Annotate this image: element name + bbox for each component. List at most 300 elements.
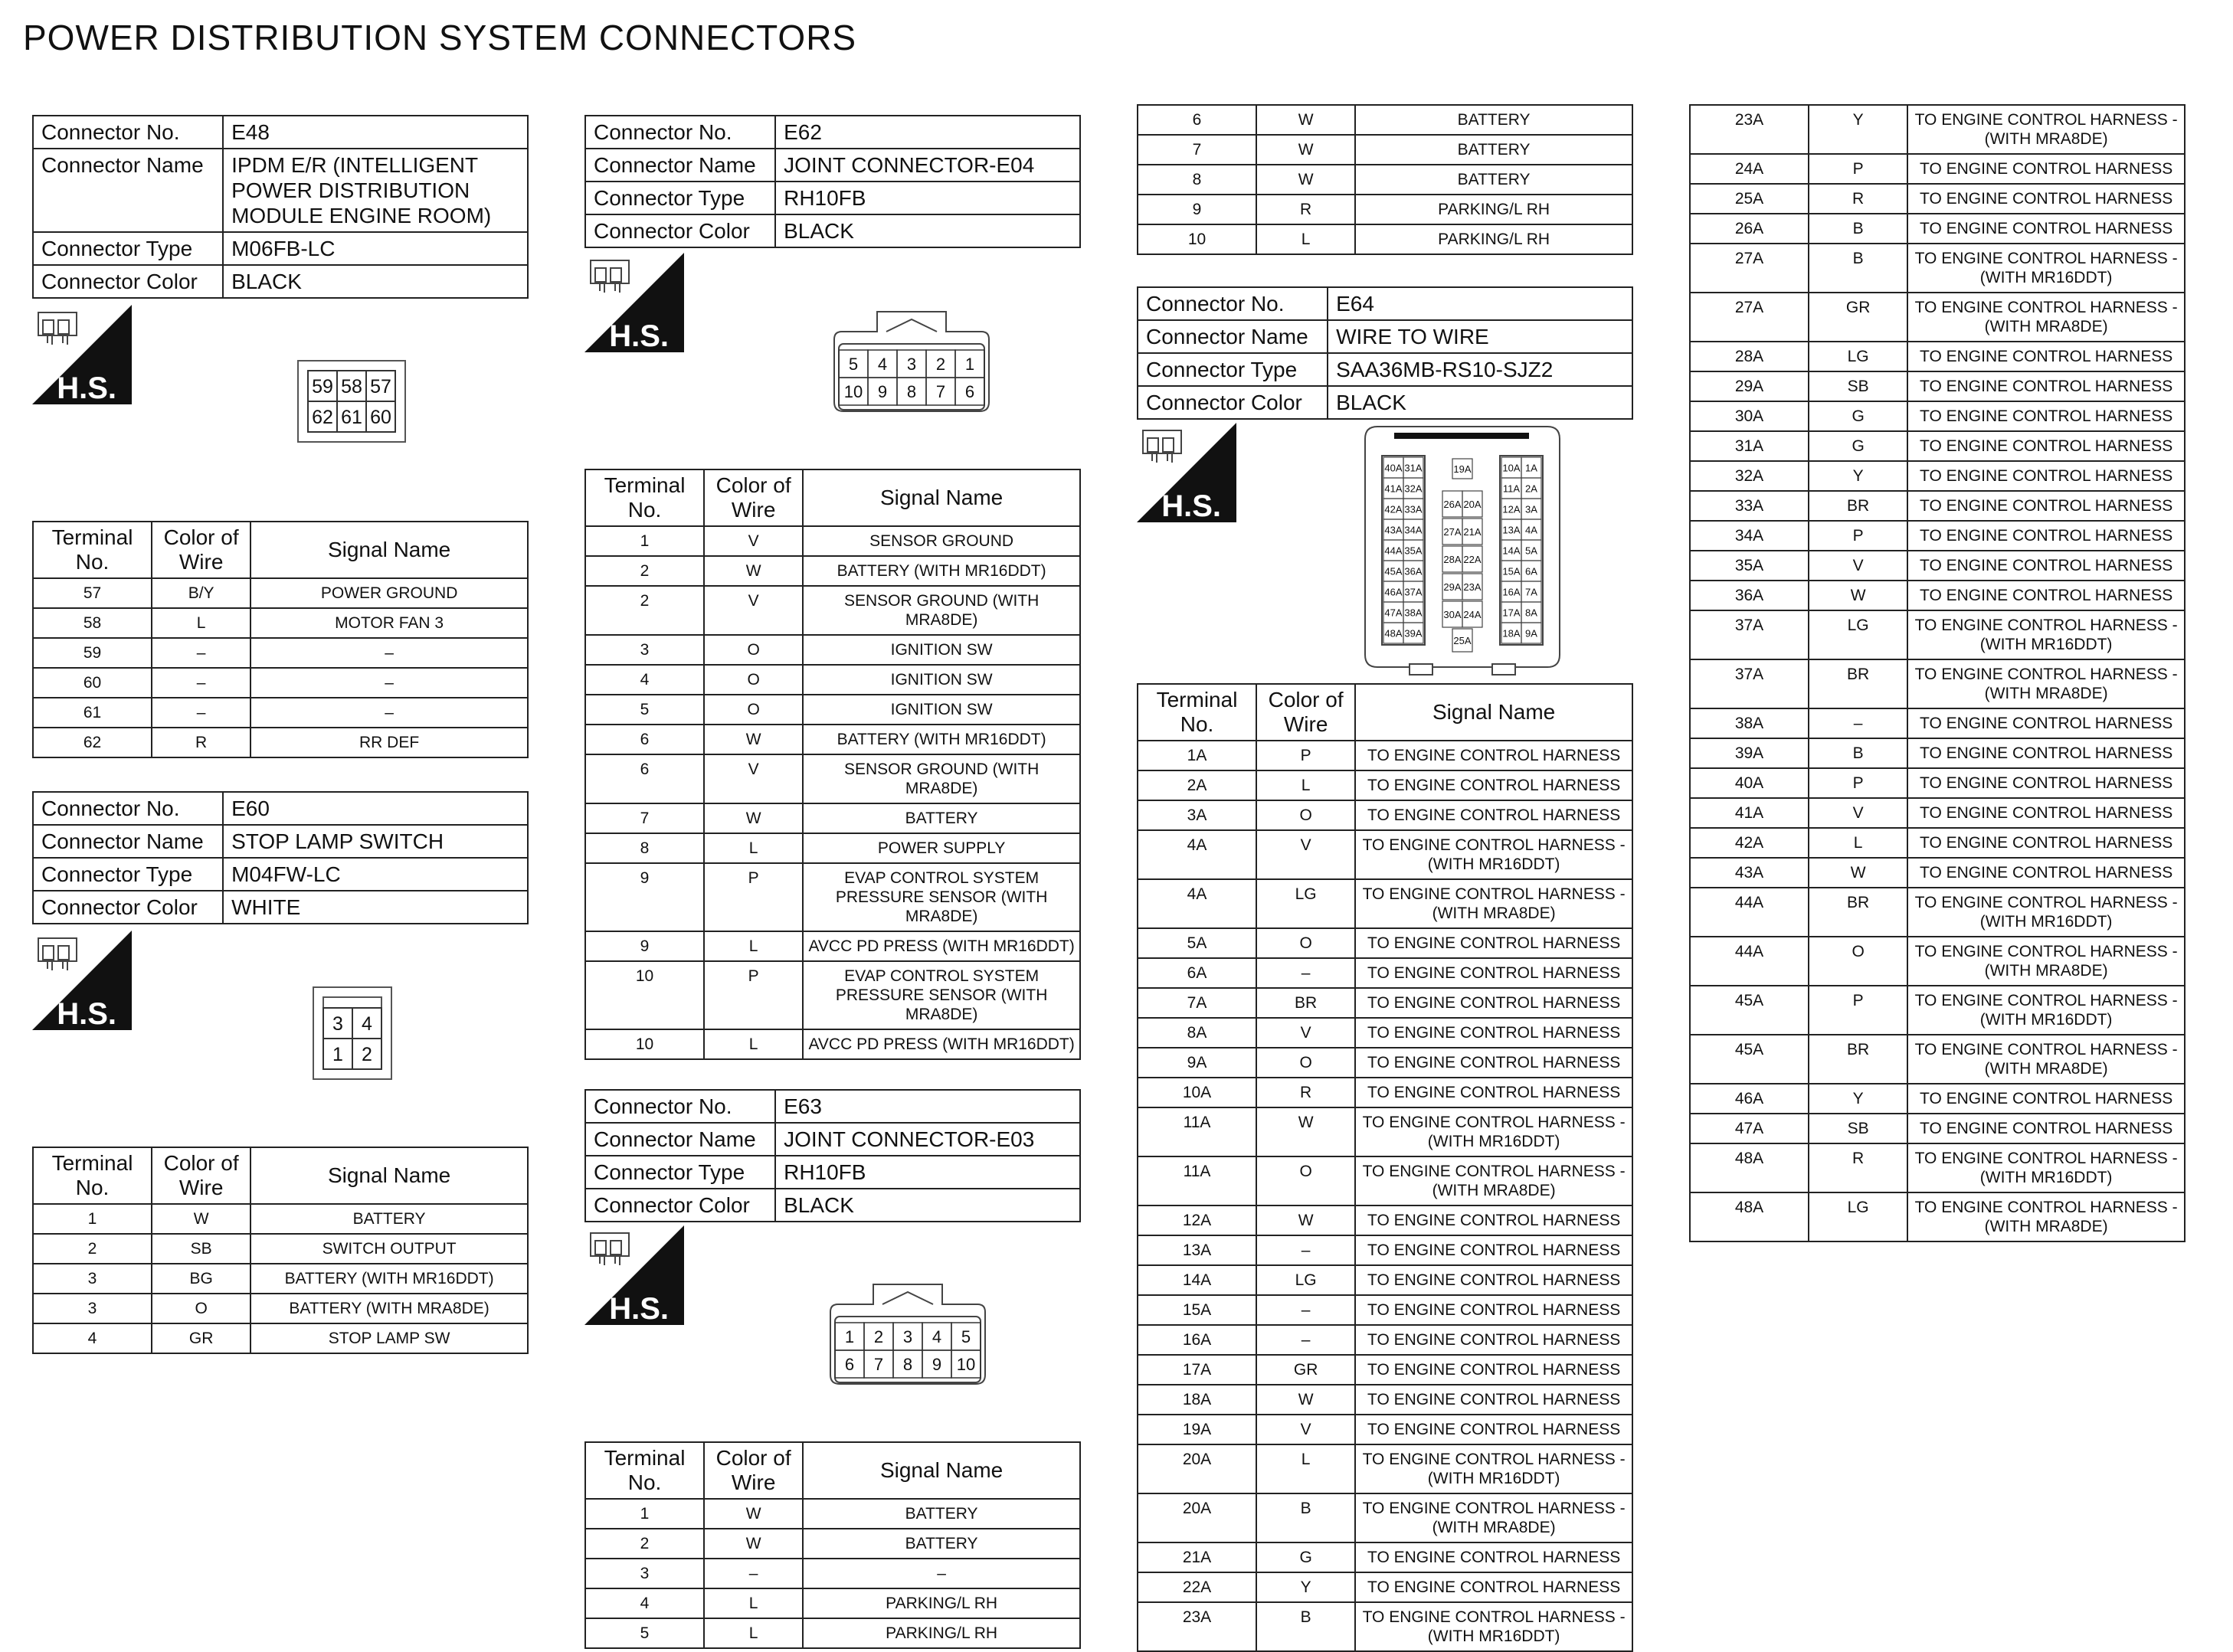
terminal-cell: 9	[1138, 195, 1256, 224]
info-label: Connector Type	[33, 232, 223, 265]
info-label: Connector Color	[585, 1189, 775, 1222]
pin-label: 8	[906, 382, 917, 401]
terminal-table-e62	[584, 469, 1081, 1060]
header-signal-name: Signal Name	[1355, 684, 1632, 741]
table-row	[1138, 1048, 1632, 1078]
pin-label: 2	[935, 355, 946, 374]
wire-color-cell: W	[1256, 1385, 1355, 1415]
signal-name-cell: TO ENGINE CONTROL HARNESS	[1355, 958, 1632, 988]
wire-color-cell: V	[704, 526, 803, 556]
pin-label: 9	[877, 382, 888, 401]
terminal-cell: 62	[33, 728, 152, 757]
signal-name-cell: TO ENGINE CONTROL HARNESS	[1355, 1078, 1632, 1107]
terminal-cell: 12A	[1138, 1205, 1256, 1235]
terminal-cell: 4	[33, 1323, 152, 1353]
pin-label: 38A	[1404, 607, 1423, 619]
pin-label: 4	[362, 1013, 372, 1035]
signal-name-cell: TO ENGINE CONTROL HARNESS - (WITH MR16DDT)	[1355, 830, 1632, 879]
connector-info-e48	[32, 115, 529, 299]
table-row	[1690, 581, 2185, 610]
terminal-cell: 5	[585, 695, 704, 725]
table-row	[1690, 551, 2185, 581]
info-value: BLACK	[223, 265, 528, 298]
harness-side-symbol	[1137, 423, 1236, 522]
wire-color-cell: R	[1809, 184, 1907, 214]
terminal-cell: 39A	[1690, 738, 1809, 768]
pin-label: 6A	[1525, 565, 1537, 577]
wire-color-cell: R	[1809, 1143, 1907, 1192]
table-row	[1690, 1192, 2185, 1241]
connector-info-e62	[584, 115, 1081, 248]
terminal-cell: 5	[585, 1618, 704, 1648]
info-label: Connector Type	[33, 858, 223, 891]
table-row	[1690, 937, 2185, 986]
connector-info-e64	[1137, 286, 1633, 420]
wire-color-cell: SB	[1809, 371, 1907, 401]
table-row	[585, 526, 1080, 556]
pin-label: 23A	[1463, 581, 1482, 593]
wire-color-cell: GR	[1256, 1355, 1355, 1385]
pin-label: 8	[902, 1355, 913, 1374]
wire-color-cell: –	[1256, 1295, 1355, 1325]
table-row	[1138, 988, 1632, 1018]
pin-label: 1	[332, 1044, 343, 1065]
info-row	[585, 1123, 1080, 1156]
table-row	[1138, 741, 1632, 770]
terminal-cell: 38A	[1690, 708, 1809, 738]
signal-name-cell: TO ENGINE CONTROL HARNESS	[1907, 342, 2185, 371]
wire-color-cell: L	[1809, 828, 1907, 858]
signal-name-cell: TO ENGINE CONTROL HARNESS - (WITH MR16DDT)	[1907, 610, 2185, 659]
info-row	[33, 792, 528, 825]
wire-color-cell: L	[704, 1029, 803, 1059]
wire-color-cell: BR	[1809, 1035, 1907, 1084]
pin-label: 32A	[1404, 483, 1423, 495]
terminal-cell: 7	[1138, 135, 1256, 165]
wire-color-cell: L	[704, 931, 803, 961]
info-label: Connector No.	[1138, 287, 1328, 320]
wire-color-cell: B	[1809, 214, 1907, 244]
info-row	[585, 182, 1080, 214]
terminal-cell: 3A	[1138, 800, 1256, 830]
hs-label: H.S.	[57, 997, 116, 1030]
table-row	[1138, 1325, 1632, 1355]
terminal-cell: 1A	[1138, 741, 1256, 770]
signal-name-cell: TO ENGINE CONTROL HARNESS - (WITH MRA8DE)	[1355, 1493, 1632, 1542]
signal-name-cell: TO ENGINE CONTROL HARNESS	[1907, 551, 2185, 581]
signal-name-cell: PARKING/L RH	[1355, 224, 1632, 254]
info-value: M04FW-LC	[223, 858, 528, 891]
signal-name-cell: TO ENGINE CONTROL HARNESS	[1907, 371, 2185, 401]
terminal-table-e63-cont	[1137, 104, 1633, 255]
info-row	[33, 116, 528, 149]
signal-name-cell: –	[250, 698, 528, 728]
terminal-table-e63	[584, 1441, 1081, 1649]
wire-color-cell: P	[1809, 154, 1907, 184]
wire-color-cell: P	[704, 863, 803, 931]
signal-name-cell: BATTERY	[803, 803, 1080, 833]
info-value: BLACK	[775, 1189, 1080, 1222]
harness-side-icon	[32, 305, 132, 404]
header-terminal: Terminal No.	[1138, 684, 1256, 741]
pin-label: 14A	[1502, 545, 1521, 557]
pin-label: 62	[312, 407, 333, 428]
signal-name-cell: EVAP CONTROL SYSTEM PRESSURE SENSOR (WITH MRA8DE)	[803, 961, 1080, 1029]
terminal-table-e64-part1	[1137, 683, 1633, 1652]
signal-name-cell: TO ENGINE CONTROL HARNESS	[1355, 1205, 1632, 1235]
signal-name-cell: TO ENGINE CONTROL HARNESS	[1355, 1355, 1632, 1385]
wire-color-cell: –	[1809, 708, 1907, 738]
terminal-cell: 37A	[1690, 610, 1809, 659]
pin-label: 3	[906, 355, 917, 374]
signal-name-cell: TO ENGINE CONTROL HARNESS - (WITH MRA8DE)	[1907, 1192, 2185, 1241]
hs-label: H.S.	[57, 371, 116, 404]
pin-label: 2	[873, 1327, 884, 1346]
terminal-cell: 33A	[1690, 491, 1809, 521]
signal-name-cell: TO ENGINE CONTROL HARNESS	[1355, 1018, 1632, 1048]
signal-name-cell: POWER SUPPLY	[803, 833, 1080, 863]
wire-color-cell: BR	[1256, 988, 1355, 1018]
harness-side-symbol	[32, 305, 132, 404]
terminal-cell: 4A	[1138, 830, 1256, 879]
signal-name-cell: TO ENGINE CONTROL HARNESS	[1907, 521, 2185, 551]
header-terminal: Terminal No.	[33, 522, 152, 578]
pin-label: 29A	[1443, 581, 1462, 593]
wire-color-cell: G	[1256, 1542, 1355, 1572]
pin-label: 40A	[1384, 462, 1403, 474]
terminal-cell: 3	[33, 1264, 152, 1294]
info-row	[33, 891, 528, 924]
signal-name-cell: IGNITION SW	[803, 695, 1080, 725]
pin-label: 17A	[1502, 607, 1521, 619]
harness-side-symbol	[584, 253, 684, 352]
table-row	[33, 668, 528, 698]
pin-label: 5A	[1525, 545, 1537, 557]
table-row	[33, 1294, 528, 1323]
info-row	[585, 1189, 1080, 1222]
info-value: WIRE TO WIRE	[1328, 320, 1632, 353]
table-row	[585, 803, 1080, 833]
pin-label: 5	[848, 355, 859, 374]
wire-color-cell: V	[1256, 830, 1355, 879]
pin-label: 11A	[1502, 483, 1521, 495]
terminal-cell: 2	[33, 1234, 152, 1264]
wire-color-cell: V	[704, 754, 803, 803]
terminal-cell: 19A	[1138, 1415, 1256, 1444]
terminal-cell: 29A	[1690, 371, 1809, 401]
signal-name-cell: TO ENGINE CONTROL HARNESS - (WITH MRA8DE)	[1907, 1035, 2185, 1084]
info-row	[585, 1090, 1080, 1123]
info-row	[33, 825, 528, 858]
wire-color-cell: –	[1256, 1325, 1355, 1355]
wire-color-cell: W	[1256, 105, 1355, 135]
wire-color-cell: L	[704, 833, 803, 863]
table-row	[1138, 195, 1632, 224]
pin-label: 22A	[1463, 554, 1482, 565]
table-row	[1690, 1114, 2185, 1143]
harness-side-icon	[32, 931, 132, 1030]
wire-color-cell: W	[704, 725, 803, 754]
table-row	[1138, 879, 1632, 928]
wire-color-cell: Y	[1809, 461, 1907, 491]
pin-label: 46A	[1384, 586, 1403, 598]
pin-label: 6	[844, 1355, 855, 1374]
table-row	[585, 1618, 1080, 1648]
signal-name-cell: TO ENGINE CONTROL HARNESS	[1907, 184, 2185, 214]
signal-name-cell: TO ENGINE CONTROL HARNESS - (WITH MR16DDT)	[1907, 244, 2185, 293]
signal-name-cell: TO ENGINE CONTROL HARNESS	[1355, 800, 1632, 830]
wire-color-cell: –	[1256, 1235, 1355, 1265]
pin-label: 3A	[1525, 503, 1537, 515]
connector-face-e48	[297, 360, 406, 447]
terminal-cell: 20A	[1138, 1493, 1256, 1542]
terminal-cell: 3	[33, 1294, 152, 1323]
wire-color-cell: L	[152, 608, 250, 638]
signal-name-cell: TO ENGINE CONTROL HARNESS	[1907, 461, 2185, 491]
table-row	[585, 1588, 1080, 1618]
terminal-cell: 27A	[1690, 293, 1809, 342]
pin-label: 36A	[1404, 565, 1423, 577]
table-row	[1690, 858, 2185, 888]
signal-name-cell: TO ENGINE CONTROL HARNESS	[1907, 401, 2185, 431]
table-row	[1690, 1143, 2185, 1192]
table-row	[1138, 1235, 1632, 1265]
info-row	[33, 265, 528, 298]
wire-color-cell: V	[1256, 1415, 1355, 1444]
hs-label: H.S.	[1161, 489, 1221, 522]
wire-color-cell: G	[1809, 401, 1907, 431]
table-header	[33, 1147, 528, 1204]
terminal-cell: 44A	[1690, 888, 1809, 937]
table-row	[1138, 105, 1632, 135]
info-row	[585, 149, 1080, 182]
wire-color-cell: O	[704, 695, 803, 725]
terminal-cell: 11A	[1138, 1156, 1256, 1205]
harness-side-icon	[584, 253, 684, 352]
table-row	[1690, 1084, 2185, 1114]
terminal-cell: 10A	[1138, 1078, 1256, 1107]
info-value: STOP LAMP SWITCH	[223, 825, 528, 858]
info-value: E62	[775, 116, 1080, 149]
signal-name-cell: TO ENGINE CONTROL HARNESS	[1355, 1265, 1632, 1295]
table-row	[1138, 1107, 1632, 1156]
signal-name-cell: PARKING/L RH	[803, 1588, 1080, 1618]
info-row	[33, 858, 528, 891]
terminal-cell: 4A	[1138, 879, 1256, 928]
signal-name-cell: TO ENGINE CONTROL HARNESS - (WITH MR16DDT)	[1355, 1444, 1632, 1493]
table-row	[1138, 1156, 1632, 1205]
terminal-cell: 5A	[1138, 928, 1256, 958]
wire-color-cell: V	[1809, 551, 1907, 581]
harness-side-symbol	[32, 931, 132, 1030]
header-terminal: Terminal No.	[585, 1442, 704, 1499]
table-row	[1690, 371, 2185, 401]
table-row	[33, 578, 528, 608]
terminal-cell: 7A	[1138, 988, 1256, 1018]
pin-label: 39A	[1404, 627, 1423, 640]
signal-name-cell: TO ENGINE CONTROL HARNESS	[1355, 770, 1632, 800]
wire-color-cell: –	[152, 698, 250, 728]
pin-label: 28A	[1443, 554, 1462, 565]
header-terminal: Terminal No.	[585, 469, 704, 526]
signal-name-cell: TO ENGINE CONTROL HARNESS	[1907, 491, 2185, 521]
table-row	[1690, 798, 2185, 828]
terminal-cell: 28A	[1690, 342, 1809, 371]
pin-label: 19A	[1453, 463, 1472, 475]
signal-name-cell: TO ENGINE CONTROL HARNESS - (WITH MRA8DE)	[1907, 659, 2185, 708]
connector-info-e60	[32, 791, 529, 924]
terminal-cell: 9	[585, 863, 704, 931]
info-label: Connector Color	[585, 214, 775, 247]
wire-color-cell: W	[1256, 165, 1355, 195]
signal-name-cell: POWER GROUND	[250, 578, 528, 608]
pin-label: 7	[935, 382, 946, 401]
table-row	[1690, 1035, 2185, 1084]
terminal-table-e64-part2	[1689, 104, 2186, 1242]
signal-name-cell: AVCC PD PRESS (WITH MR16DDT)	[803, 1029, 1080, 1059]
page-title: POWER DISTRIBUTION SYSTEM CONNECTORS	[23, 18, 857, 57]
connector-face-e63	[827, 1283, 988, 1390]
signal-name-cell: BATTERY (WITH MR16DDT)	[803, 556, 1080, 586]
table-row	[1138, 165, 1632, 195]
signal-name-cell: PARKING/L RH	[803, 1618, 1080, 1648]
table-row	[1138, 1205, 1632, 1235]
signal-name-cell: BATTERY	[803, 1499, 1080, 1529]
pin-label: 35A	[1404, 545, 1423, 557]
table-row	[33, 1204, 528, 1234]
pin-label: 6	[964, 382, 975, 401]
table-row	[585, 586, 1080, 635]
pin-label: 3	[902, 1327, 913, 1346]
info-label: Connector Name	[33, 149, 223, 232]
terminal-cell: 4	[585, 1588, 704, 1618]
pin-label: 1A	[1525, 462, 1537, 474]
harness-side-icon	[1137, 423, 1236, 522]
table-row	[1690, 293, 2185, 342]
terminal-cell: 21A	[1138, 1542, 1256, 1572]
signal-name-cell: BATTERY (WITH MR16DDT)	[250, 1264, 528, 1294]
wire-color-cell: O	[1809, 937, 1907, 986]
wire-color-cell: B/Y	[152, 578, 250, 608]
pin-label: 4	[877, 355, 888, 374]
wire-color-cell: LG	[1809, 1192, 1907, 1241]
header-signal-name: Signal Name	[803, 1442, 1080, 1499]
table-row	[1138, 135, 1632, 165]
wire-color-cell: W	[1256, 1107, 1355, 1156]
table-row	[1690, 986, 2185, 1035]
info-row	[33, 149, 528, 232]
pin-label: 61	[341, 407, 362, 428]
wire-color-cell: W	[152, 1204, 250, 1234]
wire-color-cell: O	[704, 665, 803, 695]
pin-label: 58	[341, 376, 362, 397]
terminal-cell: 60	[33, 668, 152, 698]
pin-label: 12A	[1502, 503, 1521, 515]
pin-label: 3	[332, 1013, 343, 1035]
pin-label: 30A	[1443, 609, 1462, 620]
signal-name-cell: TO ENGINE CONTROL HARNESS	[1907, 798, 2185, 828]
terminal-cell: 47A	[1690, 1114, 1809, 1143]
table-row	[1690, 659, 2185, 708]
signal-name-cell: STOP LAMP SW	[250, 1323, 528, 1353]
table-row	[1138, 770, 1632, 800]
table-row	[1690, 521, 2185, 551]
table-row	[33, 638, 528, 668]
pin-label: 59	[312, 376, 333, 397]
table-row	[33, 608, 528, 638]
header-wire-color: Color of Wire	[152, 522, 250, 578]
signal-name-cell: TO ENGINE CONTROL HARNESS	[1355, 1235, 1632, 1265]
signal-name-cell: BATTERY (WITH MRA8DE)	[250, 1294, 528, 1323]
connector-face-e60	[313, 986, 392, 1084]
terminal-cell: 2	[585, 1529, 704, 1559]
wire-color-cell: L	[704, 1588, 803, 1618]
wire-color-cell: BG	[152, 1264, 250, 1294]
signal-name-cell: TO ENGINE CONTROL HARNESS	[1355, 1572, 1632, 1602]
table-row	[585, 1559, 1080, 1588]
terminal-cell: 6	[585, 754, 704, 803]
header-wire-color: Color of Wire	[152, 1147, 250, 1204]
pin-label: 21A	[1463, 526, 1482, 538]
wire-color-cell: GR	[152, 1323, 250, 1353]
terminal-cell: 37A	[1690, 659, 1809, 708]
table-row	[1138, 1295, 1632, 1325]
wire-color-cell: LG	[1809, 610, 1907, 659]
info-row	[585, 1156, 1080, 1189]
signal-name-cell: TO ENGINE CONTROL HARNESS	[1355, 1385, 1632, 1415]
pin-label: 15A	[1502, 565, 1521, 577]
terminal-cell: 31A	[1690, 431, 1809, 461]
signal-name-cell: TO ENGINE CONTROL HARNESS	[1907, 858, 2185, 888]
signal-name-cell: BATTERY	[1355, 135, 1632, 165]
info-label: Connector Type	[585, 182, 775, 214]
table-row	[585, 556, 1080, 586]
harness-side-symbol	[584, 1225, 684, 1325]
info-value: E60	[223, 792, 528, 825]
wire-color-cell: SB	[152, 1234, 250, 1264]
table-row	[1690, 184, 2185, 214]
terminal-cell: 1	[33, 1204, 152, 1234]
terminal-cell: 48A	[1690, 1143, 1809, 1192]
signal-name-cell: TO ENGINE CONTROL HARNESS	[1907, 828, 2185, 858]
pin-label: 24A	[1463, 609, 1482, 620]
wire-color-cell: –	[704, 1559, 803, 1588]
pin-label: 4	[932, 1327, 942, 1346]
terminal-cell: 2	[585, 586, 704, 635]
header-signal-name: Signal Name	[250, 1147, 528, 1204]
signal-name-cell: BATTERY (WITH MR16DDT)	[803, 725, 1080, 754]
pin-label: 10	[843, 382, 863, 401]
terminal-cell: 35A	[1690, 551, 1809, 581]
terminal-cell: 2A	[1138, 770, 1256, 800]
table-row	[1138, 1444, 1632, 1493]
table-row	[1690, 431, 2185, 461]
info-label: Connector Type	[585, 1156, 775, 1189]
table-row	[1138, 1355, 1632, 1385]
pin-label: 48A	[1384, 627, 1403, 640]
pin-label: 7A	[1525, 586, 1537, 598]
wire-color-cell: W	[1809, 858, 1907, 888]
terminal-cell: 14A	[1138, 1265, 1256, 1295]
terminal-cell: 1	[585, 1499, 704, 1529]
terminal-cell: 11A	[1138, 1107, 1256, 1156]
info-value: JOINT CONNECTOR-E04	[775, 149, 1080, 182]
pin-label: 1	[964, 355, 975, 374]
pin-label: 37A	[1404, 586, 1423, 598]
wire-color-cell: W	[704, 1499, 803, 1529]
pin-label: 43A	[1384, 524, 1403, 536]
signal-name-cell: TO ENGINE CONTROL HARNESS - (WITH MR16DDT)	[1907, 986, 2185, 1035]
